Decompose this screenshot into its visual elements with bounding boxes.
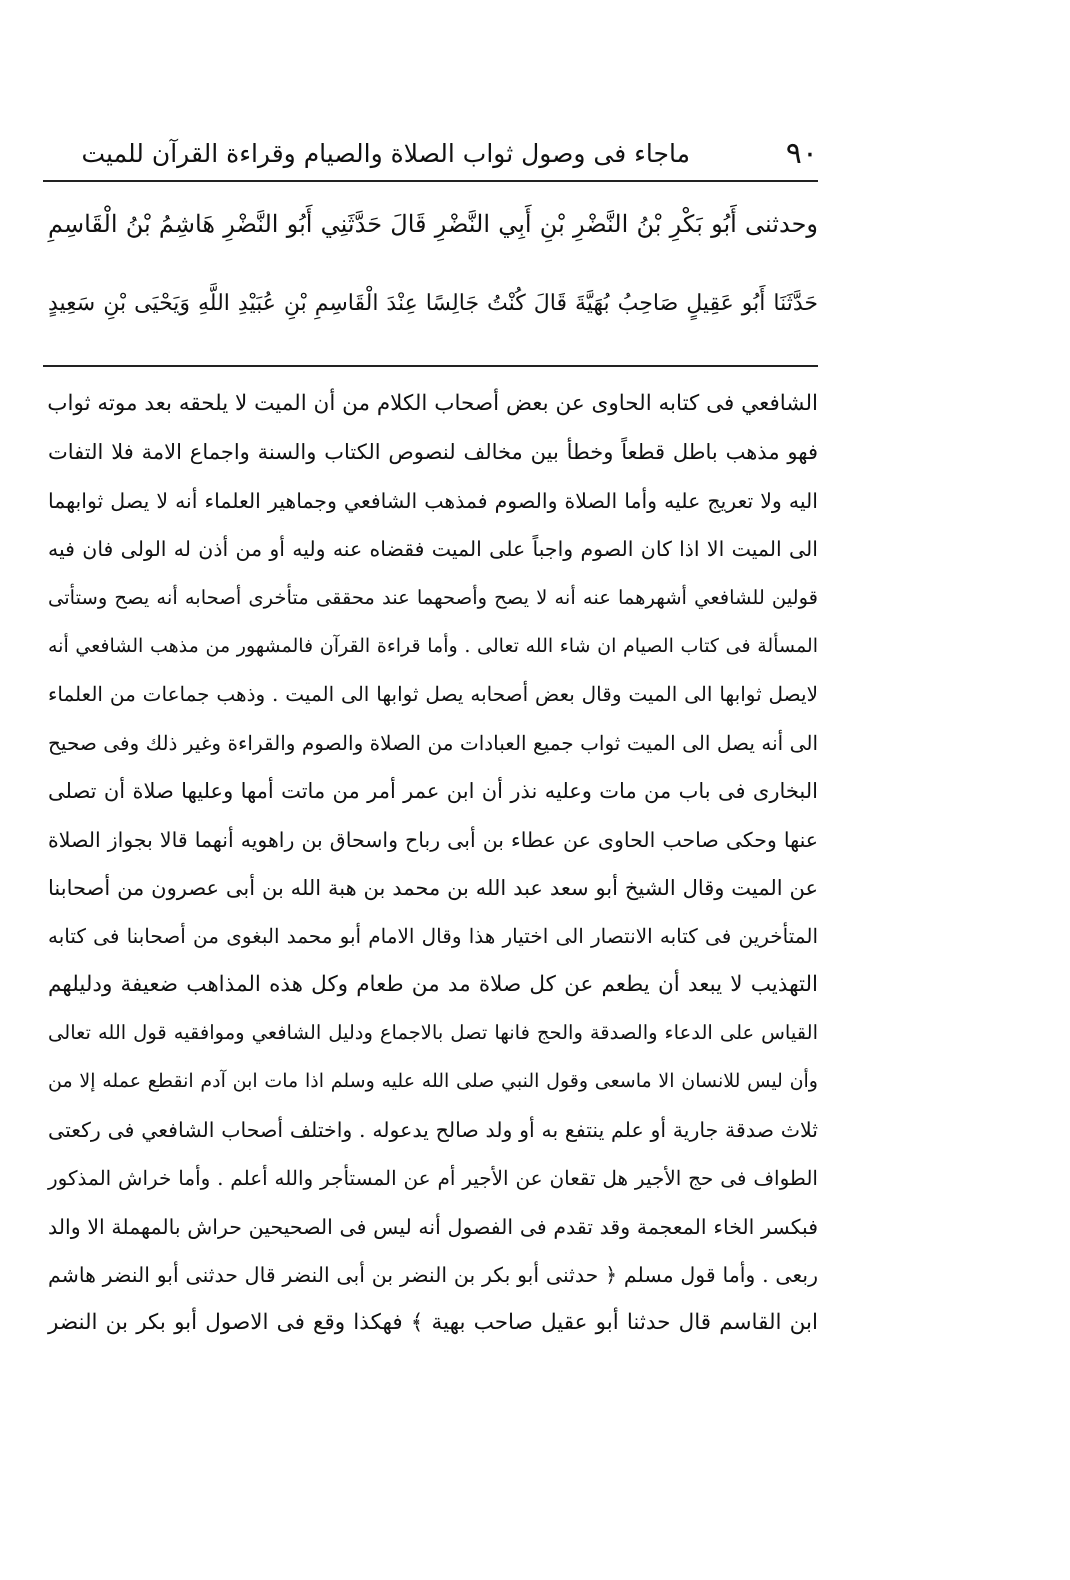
commentary-line: فبكسر الخاء المعجمة وقد تقدم فى الفصول أنه ليس فى الصحيحين حراش بالمهملة الا والد: [48, 1214, 818, 1239]
section-divider: [43, 365, 818, 367]
commentary-line: الى أنه يصل الى الميت ثواب جميع العبادات من الصلاة والصوم والقراءة وغير ذلك وفى صحيح: [48, 730, 818, 755]
commentary-line: لايصل ثوابها الى الميت وقال بعض أصحابه يصل ثوابها الى الميت . وذهب جماعات من العلماء: [48, 682, 818, 707]
commentary-line: القياس على الدعاء والصدقة والحج فانها تصل بالاجماع ودليل الشافعي وموافقيه قول الله تعالى: [48, 1021, 818, 1045]
commentary-line: ابن القاسم قال حدثنا أبو عقيل صاحب بهية ﴾ فهكذا وقع فى الاصول أبو بكر بن النضر: [48, 1310, 818, 1336]
commentary-line: قولين للشافعي أشهرهما عنه أنه لا يصح وأصحهما عند محققى متأخرى أصحابه أنه يصح وستأتى: [48, 585, 818, 609]
commentary-line: الطواف فى حج الأجير هل تقعان عن الأجير أم عن المستأجر والله أعلم . وأما خراش المذكور: [48, 1166, 818, 1191]
hadith-line: حَدَّثَنَا أَبُو عَقِيلٍ صَاحِبُ بُهَيَّةَ قَالَ كُنْتُ جَالِسًا عِنْدَ الْقَاسِمِ بْنِ عُبَيْدِ اللَّهِ وَيَحْيَى بْنِ سَعِيدٍ: [48, 291, 818, 316]
commentary-line: عنها وحكى صاحب الحاوى عن عطاء بن أبى رباح واسحاق بن راهويه أنهما قالا بجواز الصلاة: [48, 827, 818, 852]
page-number: ٩٠: [785, 136, 818, 171]
commentary-line: الى الميت الا اذا كان الصوم واجباً على الميت فقضاه عنه وليه أو من أذن له الولى فان فيه: [48, 537, 818, 562]
page-header: [43, 132, 818, 176]
commentary-line: ربعى . وأما قول مسلم ﴿ حدثنى أبو بكر بن النضر بن أبى النضر قال حدثنى أبو النضر هاشم: [48, 1263, 818, 1288]
hadith-text: [48, 192, 818, 352]
commentary-line: الشافعي فى كتابه الحاوى عن بعض أصحاب الكلام من أن الميت لا يلحقه بعد موته ثواب: [47, 391, 818, 416]
commentary-line: فهو مذهب باطل قطعاً وخطأ بين مخالف لنصوص الكتاب والسنة واجماع الامة فلا التفات: [48, 440, 818, 465]
commentary-line: ثلاث صدقة جارية أو علم ينتفع به أو ولد صالح يدعوله . واختلف أصحاب الشافعي فى ركعتى: [48, 1117, 818, 1142]
commentary-line: المسألة فى كتاب الصيام ان شاء الله تعالى . وأما قراءة القرآن فالمشهور من مذهب الشافعي أنه: [48, 634, 818, 657]
commentary-line: البخارى فى باب من مات وعليه نذر أن ابن عمر أمر من ماتت أمها وعليها صلاة أن تصلى: [48, 779, 818, 804]
commentary-line: اليه ولا تعريج عليه وأما الصلاة والصوم فمذهب الشافعي وجماهير العلماء أنه لا يصل ثوابهما: [48, 488, 818, 513]
header-divider: [43, 180, 818, 182]
commentary-line: التهذيب لا يبعد أن يطعم عن كل صلاة مد من طعام وكل هذه المذاهب ضعيفة ودليلهم: [48, 971, 818, 997]
running-title: ماجاء فى وصول ثواب الصلاة والصيام وقراءة القرآن للميت: [81, 139, 690, 168]
commentary-line: وأن ليس للانسان الا ماسعى وقول النبي صلى الله عليه وسلم اذا مات ابن آدم انقطع عمله إلا من: [48, 1070, 818, 1093]
commentary-text: [48, 380, 818, 1348]
commentary-line: عن الميت وقال الشيخ أبو سعد عبد الله بن محمد بن هبة الله بن أبى عصرون من أصحابنا: [48, 875, 818, 900]
hadith-line: وحدثنى أَبُو بَكْرِ بْنُ النَّضْرِ بْنِ أَبِي النَّضْرِ قَالَ حَدَّثَنِي أَبُو النَّضْرِ هَاشِمُ بْنُ الْقَاسِمِ: [48, 210, 818, 238]
commentary-line: المتأخرين فى كتابه الانتصار الى اختيار هذا وقال الامام أبو محمد البغوى من أصحابنا فى كتابه: [48, 924, 818, 949]
